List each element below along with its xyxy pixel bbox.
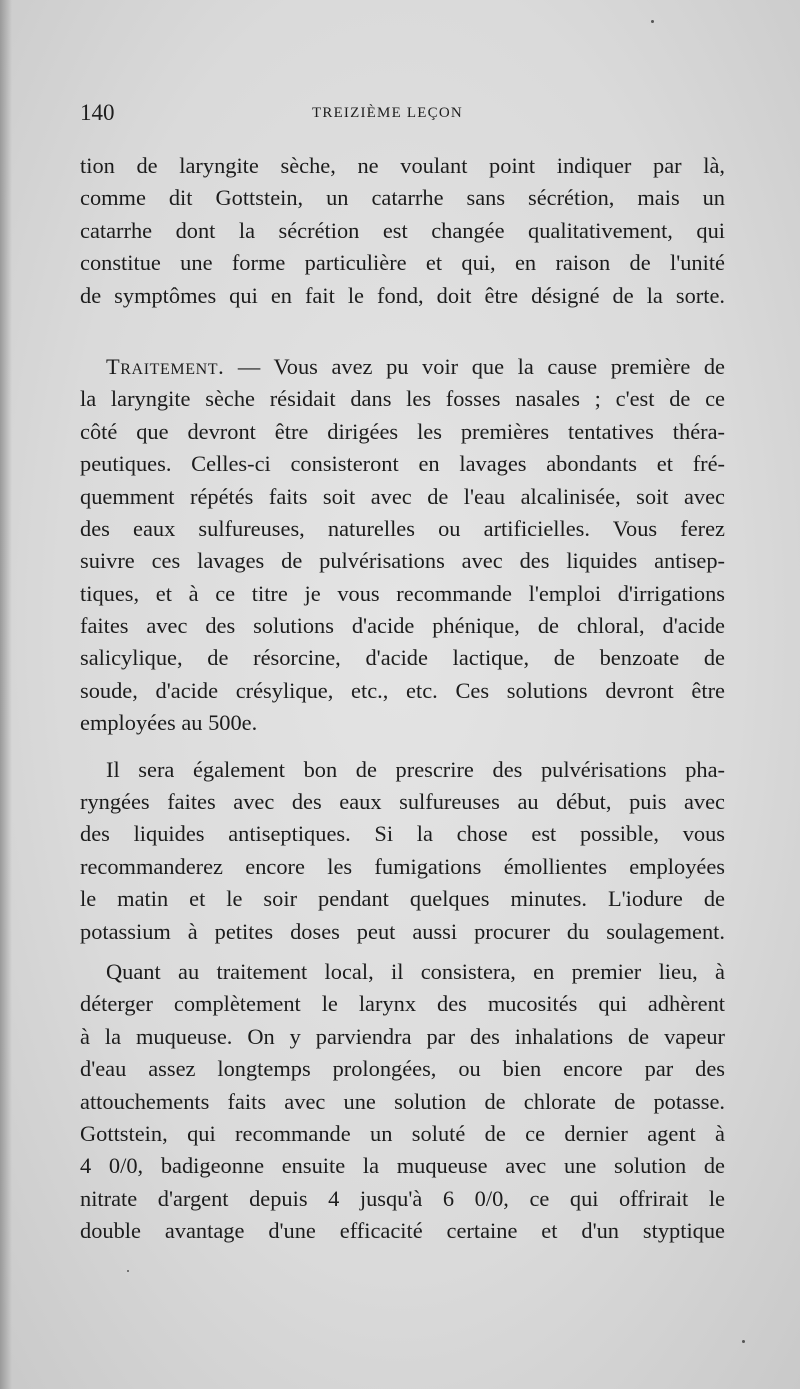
text-line: Il sera également bon de prescrire des pulvérisations pha- <box>106 756 725 782</box>
text-line: recommanderez encore les fumigations émollientes employées <box>80 853 725 879</box>
paper-speck <box>651 20 654 23</box>
paragraph-2 <box>80 351 725 740</box>
text-line: Quant au traitement local, il consistera, en premier lieu, à <box>106 958 725 984</box>
text-line: 4 0/0, badigeonne ensuite la muqueuse avec une solution de <box>80 1153 725 1179</box>
text-line: déterger complètement le larynx des mucosités qui adhèrent <box>80 991 725 1017</box>
text-line: Gottstein, qui recommande un soluté de ce dernier agent à <box>80 1120 725 1146</box>
paper-speck <box>742 1340 745 1343</box>
text-line: le matin et le soir pendant quelques minutes. L'iodure de <box>80 886 725 912</box>
text-line: côté que devront être dirigées les premières tentatives théra- <box>80 418 725 444</box>
text-line: d'eau assez longtemps prolongées, ou bien encore par des <box>80 1056 725 1082</box>
text-line: employées au 500e. <box>80 710 258 736</box>
text-line <box>80 351 725 383</box>
text-line: à la muqueuse. On y parviendra par des inhalations de vapeur <box>80 1023 725 1049</box>
text-line-continuation: — Vous avez pu voir que la cause première de <box>224 353 725 379</box>
text-line: double avantage d'une efficacité certaine et d'un styptique <box>80 1218 725 1244</box>
text-line: faites avec des solutions d'acide phénique, de chloral, d'acide <box>80 613 725 639</box>
page-number: 140 <box>80 100 115 125</box>
text-line: comme dit Gottstein, un catarrhe sans sécrétion, mais un <box>80 185 725 211</box>
text-line: suivre ces lavages de pulvérisations avec des liquides antisep- <box>80 548 725 574</box>
paper-speck <box>127 1270 129 1272</box>
text-line: potassium à petites doses peut aussi procurer du soulagement. <box>80 918 725 944</box>
text-line: catarrhe dont la sécrétion est changée qualitativement, qui <box>80 217 725 243</box>
text-line: la laryngite sèche résidait dans les fosses nasales ; c'est de ce <box>80 386 725 412</box>
text-line: des eaux sulfureuses, naturelles ou artificielles. Vous ferez <box>80 515 725 541</box>
text-line: nitrate d'argent depuis 4 jusqu'à 6 0/0, ce qui offrirait le <box>80 1185 725 1211</box>
section-heading-traitement: Traitement. <box>106 353 225 379</box>
text-line: quemment répétés faits soit avec de l'eau alcalinisée, soit avec <box>80 483 725 509</box>
page-header <box>80 100 725 134</box>
text-line: ryngées faites avec des eaux sulfureuses au début, puis avec <box>80 789 725 815</box>
paragraph-3 <box>80 754 725 948</box>
text-line: peutiques. Celles-ci consisteront en lavages abondants et fré- <box>80 451 725 477</box>
running-head: TREIZIÈME LEÇON <box>312 105 463 121</box>
text-line: des liquides antiseptiques. Si la chose est possible, vous <box>80 821 725 847</box>
text-line: tion de laryngite sèche, ne voulant point indiquer par là, <box>80 153 725 178</box>
text-line: de symptômes qui en fait le fond, doit être désigné de la sorte. <box>80 282 725 308</box>
text-line: constitue une forme particulière et qui, en raison de l'unité <box>80 250 725 276</box>
text-line: tiques, et à ce titre je vous recommande l'emploi d'irrigations <box>80 580 725 606</box>
paragraph-4 <box>80 956 725 1248</box>
paragraph-1 <box>80 150 725 312</box>
text-line: soude, d'acide crésylique, etc., etc. Ces solutions devront être <box>80 677 725 703</box>
body-text <box>80 150 725 1248</box>
page-gutter-shadow <box>0 0 12 1389</box>
text-line: attouchements faits avec une solution de chlorate de potasse. <box>80 1088 725 1114</box>
text-line: salicylique, de résorcine, d'acide lactique, de benzoate de <box>80 645 725 671</box>
